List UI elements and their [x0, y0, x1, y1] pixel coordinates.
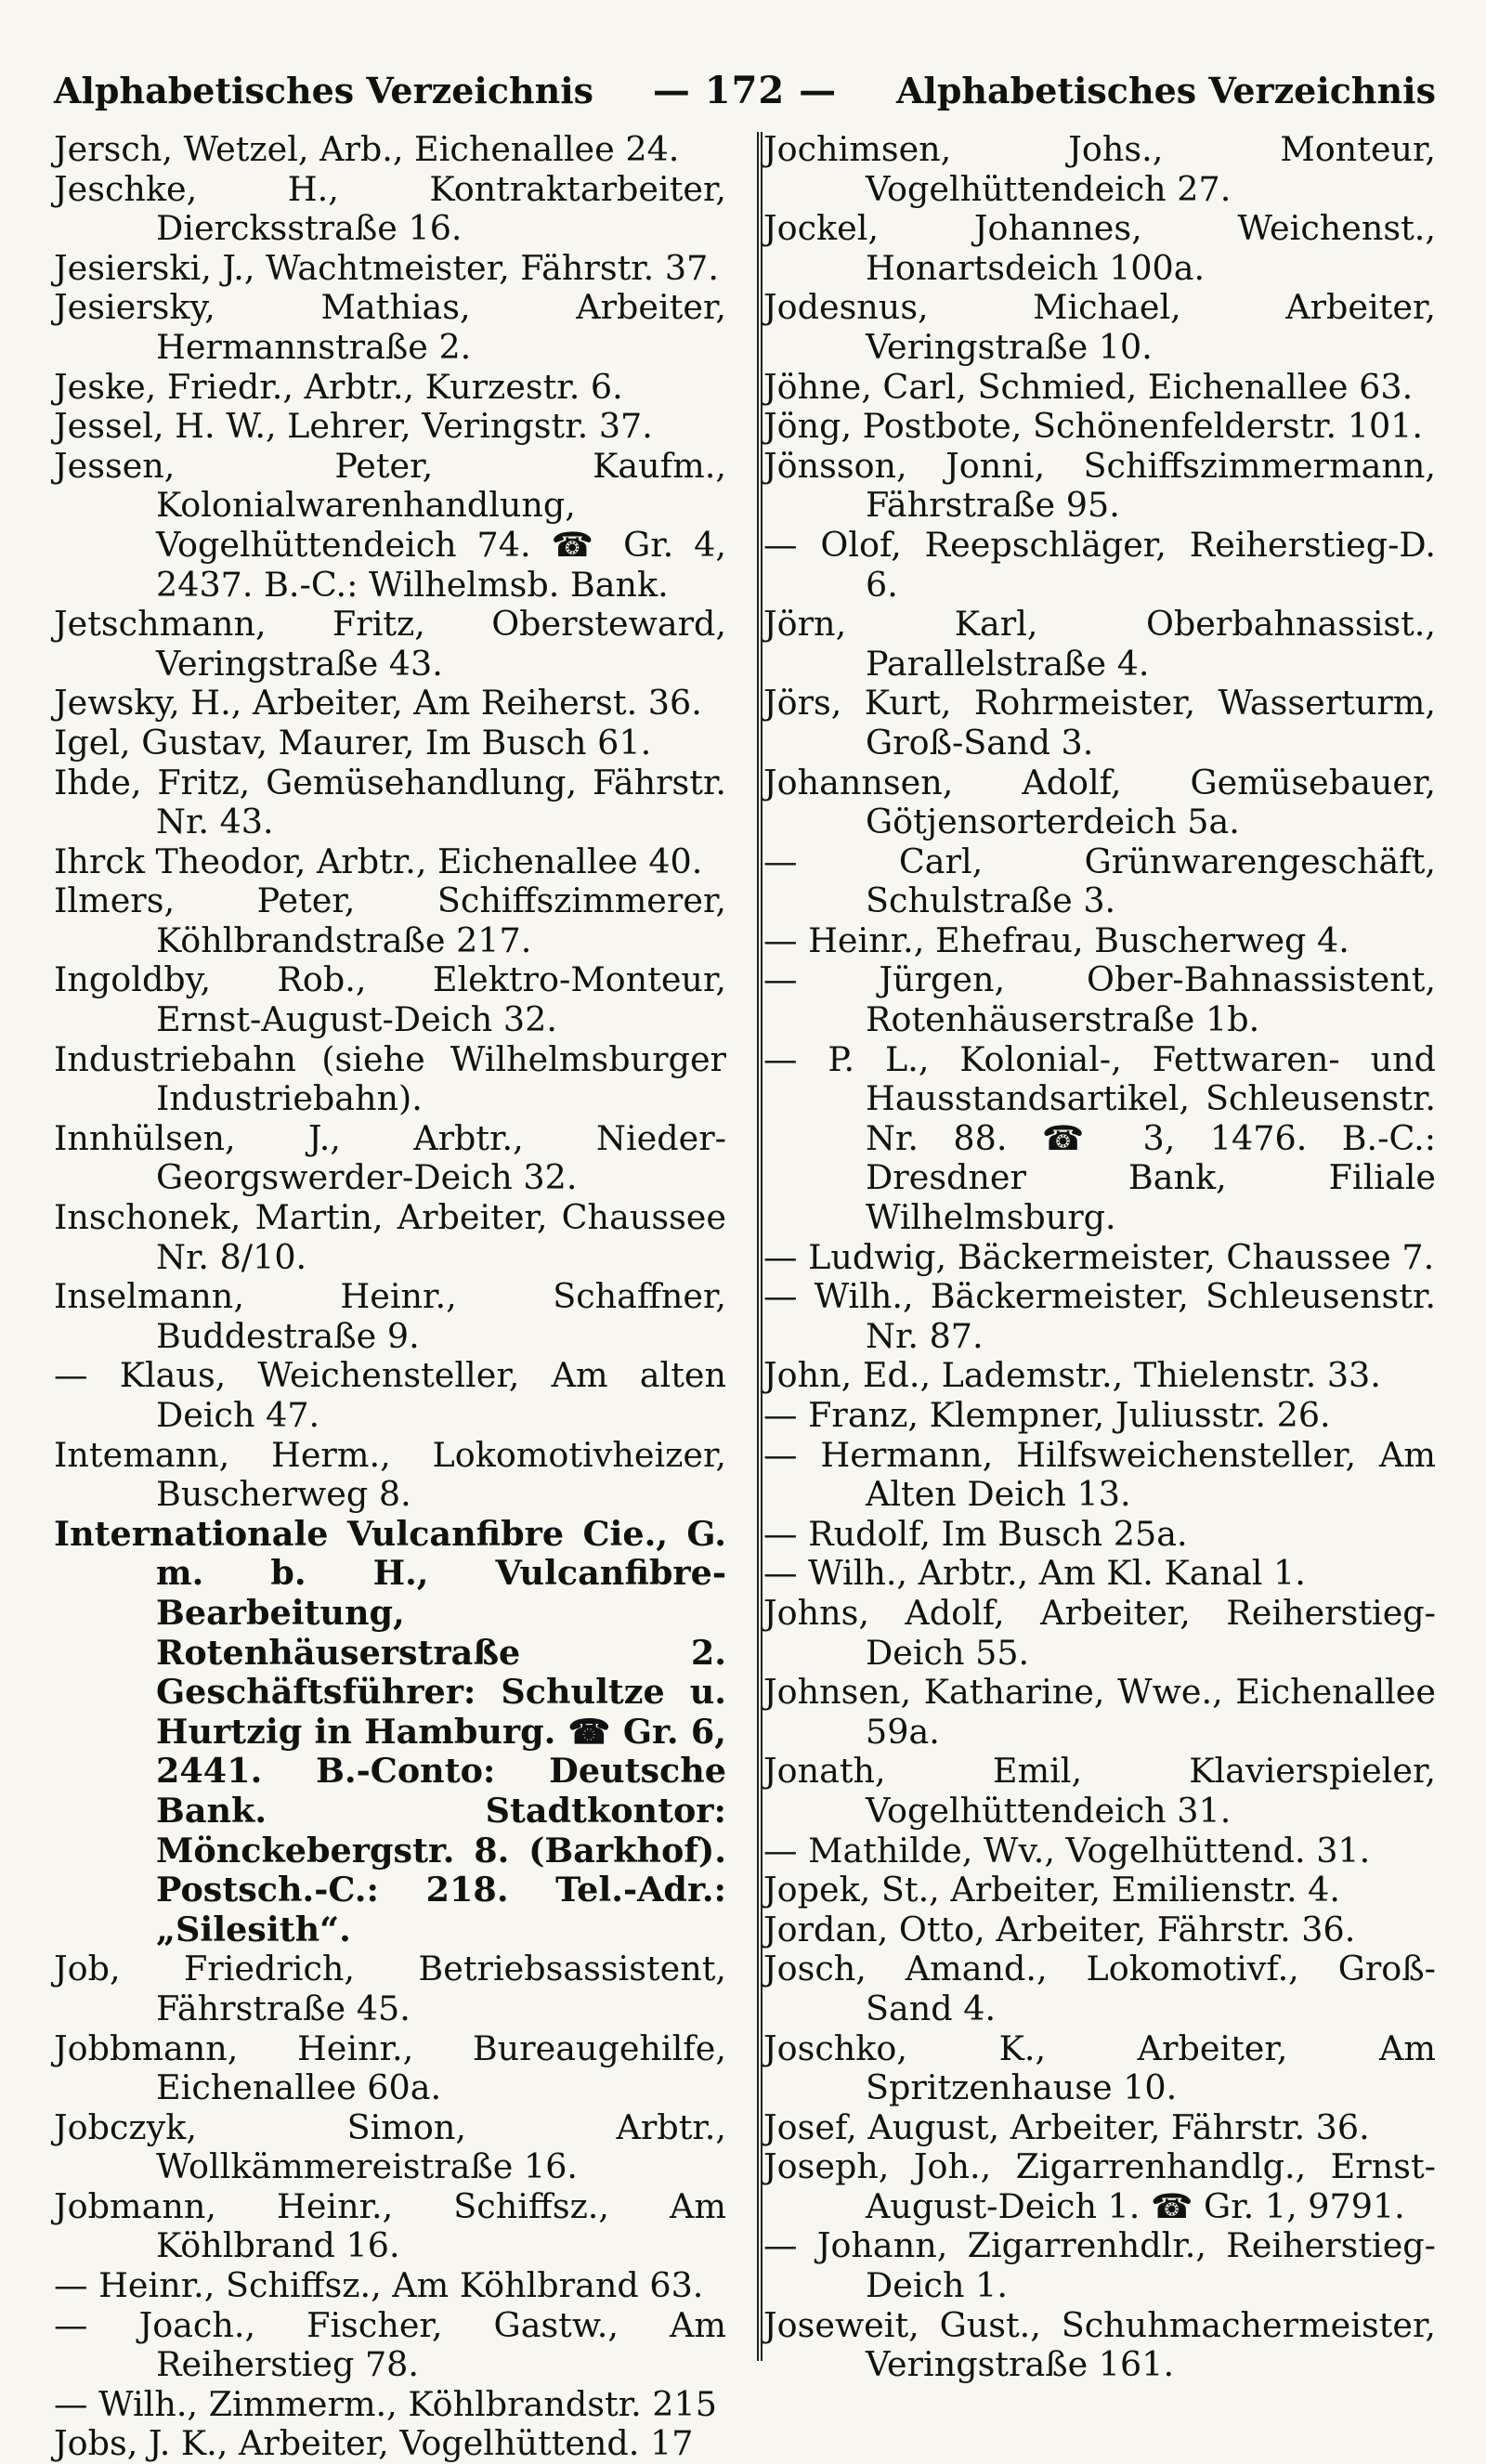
directory-entry: Josef, August, Arbeiter, Fährstr. 36. — [763, 2106, 1370, 2147]
directory-entry: — Mathilde, Wv., Vogelhüttend. 31. — [763, 1830, 1371, 1871]
directory-entry: — Hermann, Hilfsweichensteller, Am Alten Deich 13. — [763, 1434, 1436, 1515]
directory-entry: — Heinr., Schiffsz., Am Köhlbrand 63. — [54, 2265, 704, 2306]
directory-entry: — Olof, Reepschläger, Reiherstieg-D. 6. — [763, 524, 1436, 605]
directory-columns — [54, 130, 1436, 2464]
directory-entry: Ihrck Theodor, Arbtr., Eichenallee 40. — [54, 841, 703, 881]
directory-entry: Ingoldby, Rob., Elektro-Monteur, Ernst-August-Deich 32. — [54, 959, 726, 1040]
directory-entry: Jonath, Emil, Klavierspieler, Vogelhüttendeich 31. — [763, 1751, 1436, 1831]
column-divider — [757, 132, 763, 2361]
directory-entry: Industriebahn (siehe Wilhelmsburger Industriebahn). — [54, 1038, 726, 1119]
directory-entry: Ilmers, Peter, Schiffszimmerer, Köhlbrandstraße 217. — [54, 880, 726, 960]
directory-entry: — Klaus, Weichensteller, Am alten Deich 47. — [54, 1355, 726, 1435]
directory-entry: Jobbmann, Heinr., Bureaugehilfe, Eichenallee 60a. — [54, 2027, 726, 2108]
directory-entry: — Wilh., Bäckermeister, Schleusenstr. Nr. 87. — [763, 1276, 1436, 1356]
directory-entry: — Johann, Zigarrenhdlr., Reiherstieg-Deich 1. — [763, 2225, 1436, 2306]
directory-entry: Jochimsen, Johs., Monteur, Vogelhüttendeich 27. — [763, 129, 1436, 209]
directory-entry: Igel, Gustav, Maurer, Im Busch 61. — [54, 722, 652, 763]
header-left-title: Alphabetisches Verzeichnis — [54, 69, 594, 111]
directory-entry: Jeske, Friedr., Arbtr., Kurzestr. 6. — [54, 366, 623, 407]
directory-entry: Joschko, K., Arbeiter, Am Spritzenhause 10. — [763, 2027, 1436, 2108]
directory-entry: Joseph, Joh., Zigarrenhandlg., Ernst-August-Deich 1. ☎ Gr. 1, 9791. — [763, 2146, 1436, 2226]
directory-entry: Jobczyk, Simon, Arbtr., Wollkämmereistraße 16. — [54, 2106, 726, 2187]
left-column — [54, 130, 726, 2464]
directory-entry: Inselmann, Heinr., Schaffner, Buddestraße 9. — [54, 1276, 726, 1356]
directory-entry: — P. L., Kolonial-, Fettwaren- und Hausstandsartikel, Schleusenstr. Nr. 88. ☎ 3, 1476. B.-C.: Dresdner Bank, Filiale Wilhelmsburg. — [763, 1038, 1436, 1238]
directory-entry: Johnsen, Katharine, Wwe., Eichenallee 59a. — [763, 1672, 1436, 1752]
directory-entry: Josch, Amand., Lokomotivf., Groß-Sand 4. — [763, 1949, 1436, 2028]
directory-entry: Joseweit, Gust., Schuhmachermeister, Veringstraße 161. — [763, 2304, 1436, 2385]
directory-entry: Intemann, Herm., Lokomotivheizer, Buscherweg 8. — [54, 1434, 726, 1515]
page-number: — 172 — — [652, 68, 838, 112]
directory-entry: — Joach., Fischer, Gastw., Am Reiherstieg 78. — [54, 2304, 726, 2385]
directory-entry: Jeschke, H., Kontraktarbeiter, Diercksstraße 16. — [54, 168, 726, 249]
directory-entry: Jockel, Johannes, Weichenst., Honartsdeich 100a. — [763, 208, 1436, 288]
directory-entry: Jewsky, H., Arbeiter, Am Reiherst. 36. — [54, 683, 702, 724]
directory-entry: — Heinr., Ehefrau, Buscherweg 4. — [763, 919, 1349, 960]
directory-entry: Jesiersky, Mathias, Arbeiter, Hermannstraße 2. — [54, 287, 726, 367]
directory-entry: Jörn, Karl, Oberbahnassist., Parallelstraße 4. — [763, 604, 1436, 684]
directory-entry: Jessel, H. W., Lehrer, Veringstr. 37. — [54, 406, 653, 447]
directory-entry: Johns, Adolf, Arbeiter, Reiherstieg-Deich 55. — [763, 1592, 1436, 1673]
directory-entry: Jobs, J. K., Arbeiter, Vogelhüttend. 17 — [54, 2423, 694, 2464]
directory-entry: Jönsson, Jonni, Schiffszimmermann, Fährstraße 95. — [763, 445, 1436, 526]
directory-entry: — Ludwig, Bäckermeister, Chaussee 7. — [763, 1236, 1435, 1277]
directory-entry: Jopek, St., Arbeiter, Emilienstr. 4. — [763, 1870, 1340, 1910]
directory-entry: Jesierski, J., Wachtmeister, Fährstr. 37. — [54, 247, 719, 288]
right-column — [763, 130, 1436, 2464]
page-header — [54, 58, 1436, 123]
header-right-title: Alphabetisches Verzeichnis — [895, 69, 1436, 111]
directory-entry: Jöhne, Carl, Schmied, Eichenallee 63. — [763, 366, 1414, 407]
directory-entry: Jessen, Peter, Kaufm., Kolonialwarenhandlung, Vogelhüttendeich 74. ☎ Gr. 4, 2437. B.-C.: Wilhelmsb. Bank. — [54, 445, 726, 605]
directory-entry: Jobmann, Heinr., Schiffsz., Am Köhlbrand 16. — [54, 2185, 726, 2266]
directory-entry: Ihde, Fritz, Gemüsehandlung, Fährstr. Nr. 43. — [54, 762, 726, 842]
directory-entry: John, Ed., Lademstr., Thielenstr. 33. — [763, 1355, 1381, 1396]
directory-entry: Jordan, Otto, Arbeiter, Fährstr. 36. — [763, 1909, 1356, 1949]
directory-entry: Jöng, Postbote, Schönenfelderstr. 101. — [763, 406, 1424, 447]
directory-entry: Jersch, Wetzel, Arb., Eichenallee 24. — [54, 129, 680, 169]
directory-entry: — Rudolf, Im Busch 25a. — [763, 1513, 1188, 1554]
directory-entry: Jörs, Kurt, Rohrmeister, Wasserturm, Groß-Sand 3. — [763, 683, 1436, 763]
directory-entry: — Wilh., Zimmerm., Köhlbrandstr. 215 — [54, 2383, 717, 2424]
directory-entry: Innhülsen, J., Arbtr., Nieder-Georgswerder-Deich 32. — [54, 1117, 726, 1198]
directory-entry: — Franz, Klempner, Juliusstr. 26. — [763, 1395, 1331, 1435]
directory-entry: Inschonek, Martin, Arbeiter, Chaussee Nr. 8/10. — [54, 1197, 726, 1277]
directory-entry: Johannsen, Adolf, Gemüsebauer, Götjensorterdeich 5a. — [763, 762, 1436, 842]
directory-entry: — Carl, Grünwarengeschäft, Schulstraße 3. — [763, 841, 1436, 921]
directory-entry: Job, Friedrich, Betriebsassistent, Fährstraße 45. — [54, 1949, 726, 2028]
directory-entry: Jodesnus, Michael, Arbeiter, Veringstraße 10. — [763, 287, 1436, 367]
directory-entry: — Wilh., Arbtr., Am Kl. Kanal 1. — [763, 1553, 1306, 1594]
directory-entry: Internationale Vulcanfibre Cie., G. m. b. H., Vulcanfibre-Bearbeitung, Rotenhäuserstraße 2. Geschäftsführer: Schultze u. Hurtzig in Hamburg. ☎ Gr. 6, 2441. B.-Conto: Deutsche Bank. Stadtkontor: Mönckebergstr. 8. (Barkhof). Postsch.-C.: 218. Tel.-Adr.: „Silesith“. — [54, 1513, 726, 1949]
directory-entry: Jetschmann, Fritz, Obersteward, Veringstraße 43. — [54, 604, 726, 684]
directory-entry: — Jürgen, Ober-Bahnassistent, Rotenhäuserstraße 1b. — [763, 959, 1436, 1040]
